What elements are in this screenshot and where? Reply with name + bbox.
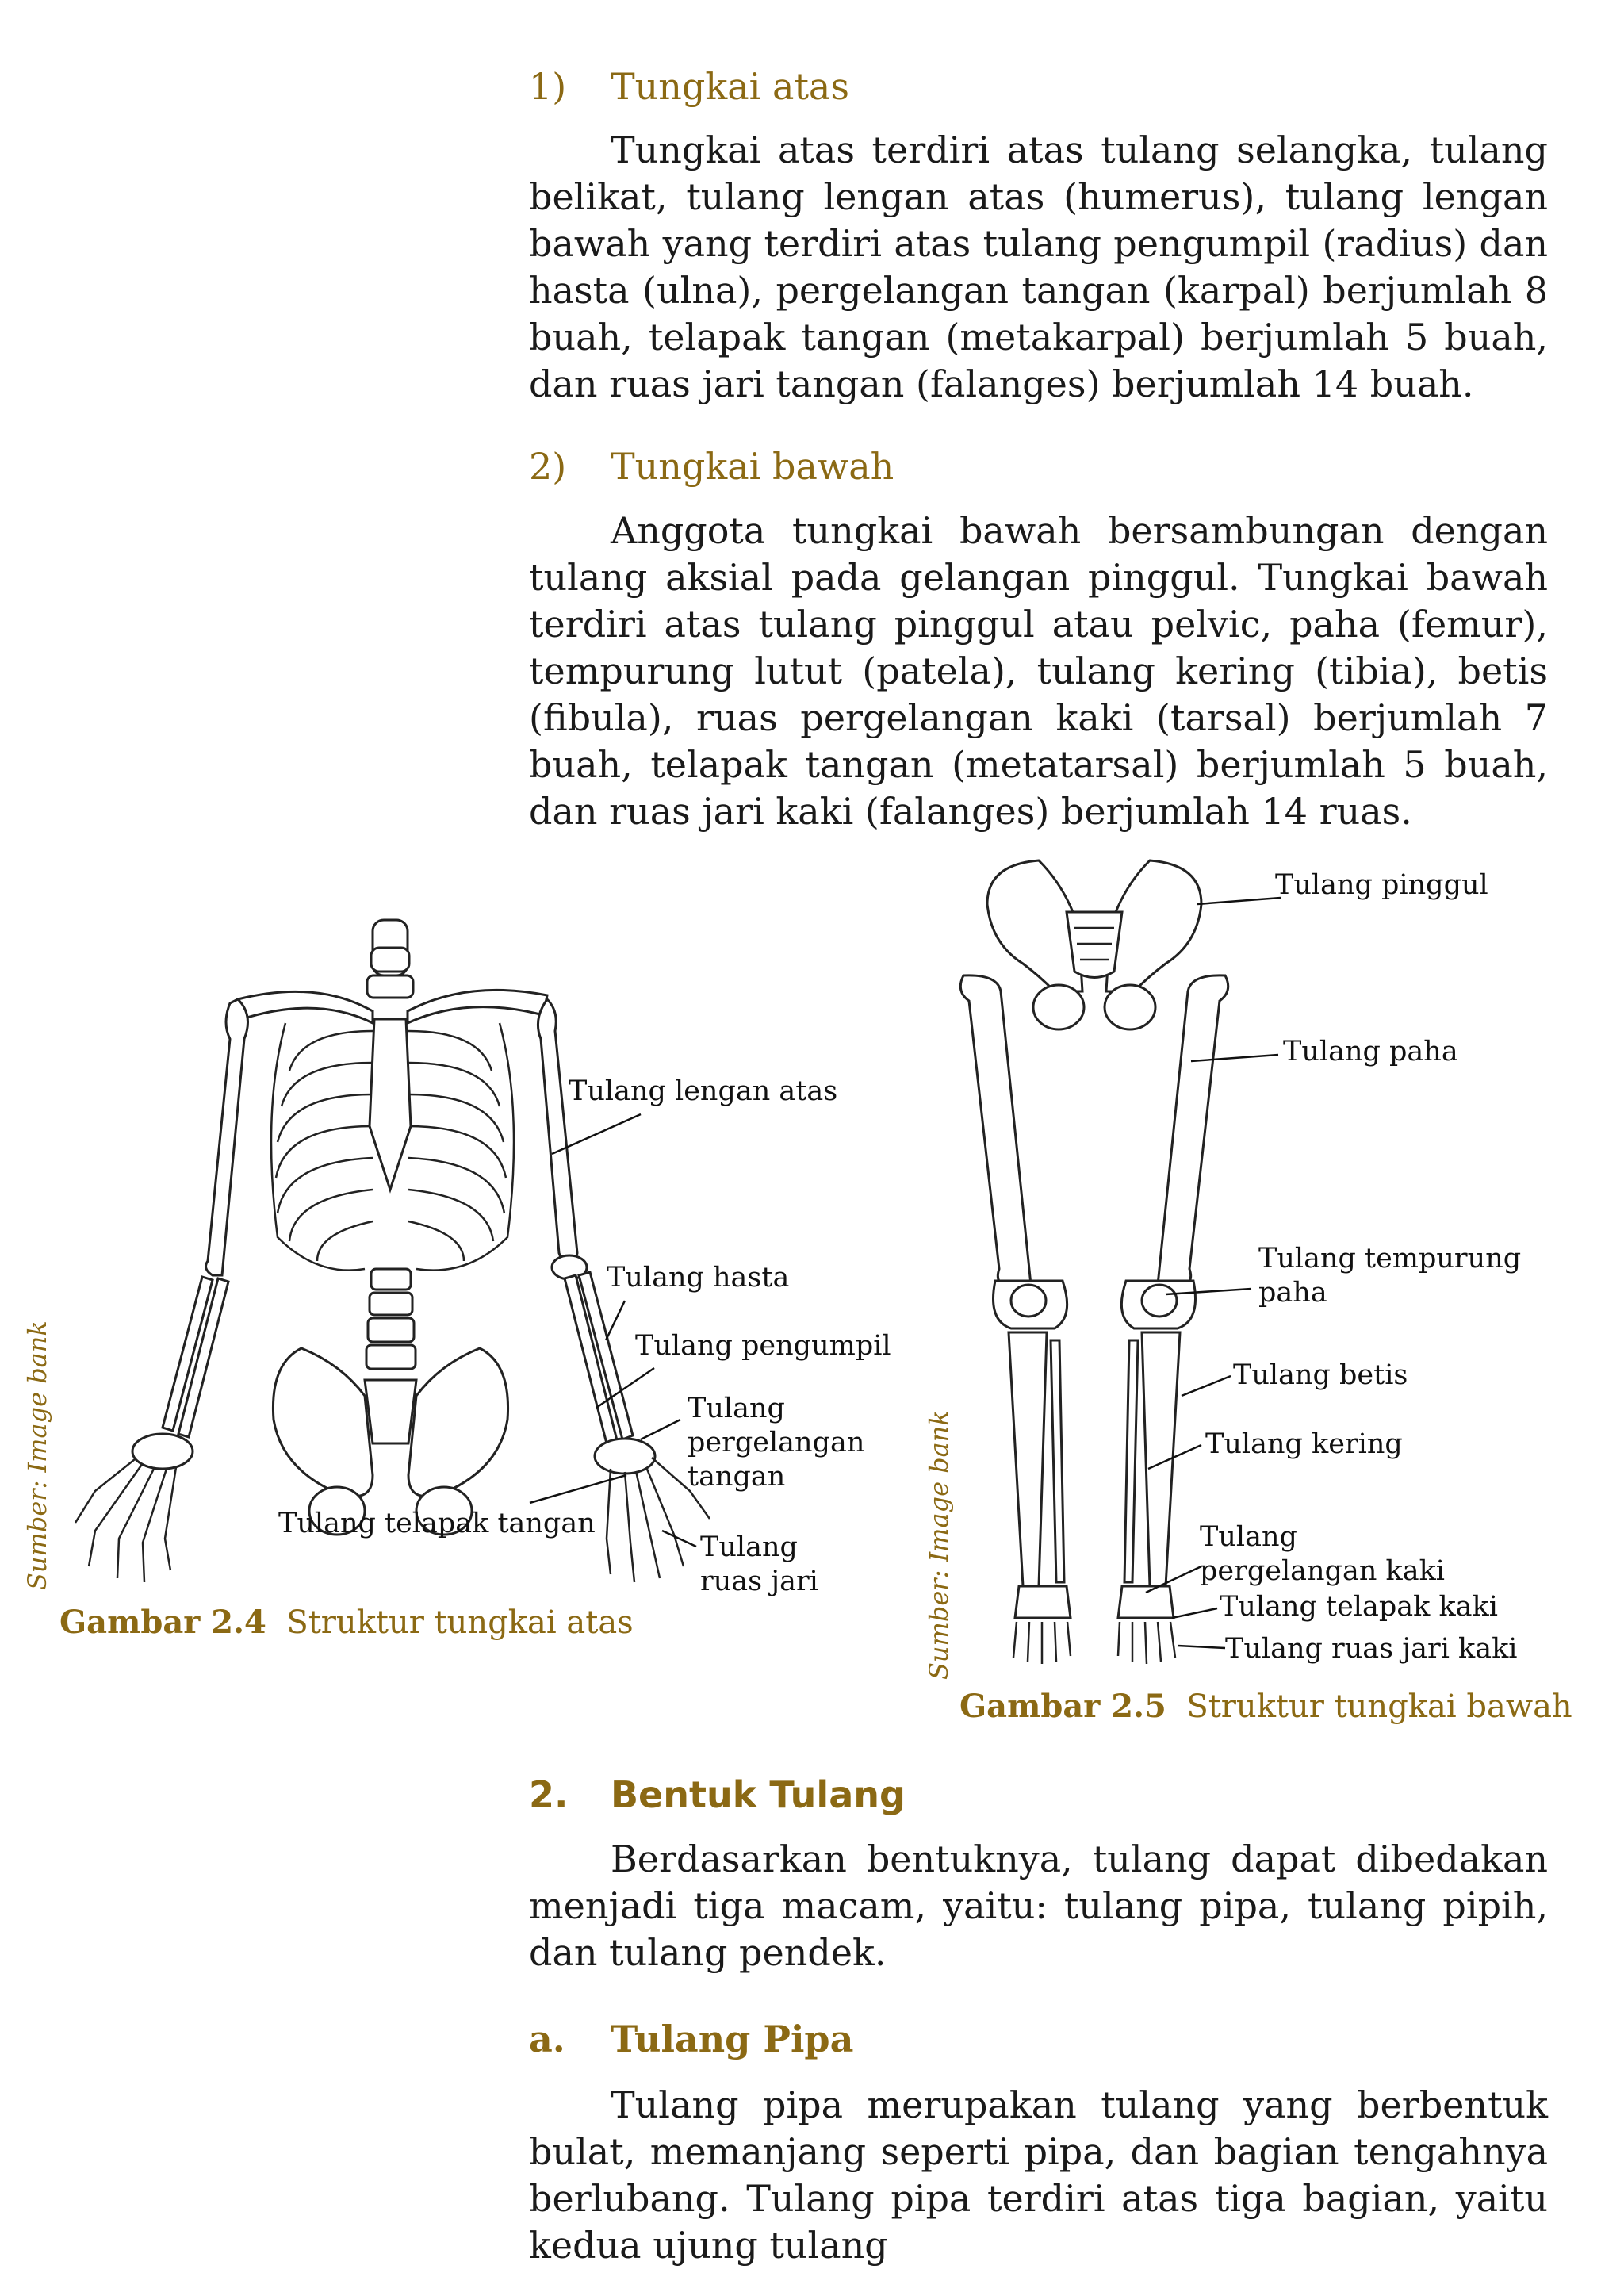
label-tarsal-line1: Tulang xyxy=(1200,1521,1297,1553)
label-carpal-line3: tangan xyxy=(688,1461,786,1493)
label-radius: Tulang pengumpil xyxy=(635,1330,891,1362)
figure1-source-name: Image bank xyxy=(22,1320,52,1473)
label-fibula: Tulang betis xyxy=(1233,1359,1408,1391)
pelvis-illustration xyxy=(987,860,1201,1029)
section-bentuk-paragraph: Berdasarkan bentuknya, tulang dapat dibedakan menjadi tiga macam, yaitu: tulang pipa, tulang pipih, dan tulang pendek. xyxy=(529,1838,1548,1974)
label-phalanx-line2: ruas jari xyxy=(700,1566,818,1597)
section-pipa-number: a. xyxy=(529,2018,565,2060)
label-phalanx-line1: Tulang xyxy=(700,1531,798,1563)
section-bentuk-title: Bentuk Tulang xyxy=(611,1773,906,1816)
section2-title: Tungkai bawah xyxy=(611,445,894,488)
label-humerus: Tulang lengan atas xyxy=(569,1075,838,1107)
label-patella-line1: Tulang tempurung xyxy=(1258,1243,1522,1274)
section-pipa-paragraph: Tulang pipa merupakan tulang yang berbentuk bulat, memanjang seperti pipa, dan bagian tengahnya berlubang. Tulang pipa terdiri atas tiga bagian, yaitu kedua ujung tulang xyxy=(529,2083,1548,2267)
label-phalanx-foot: Tulang ruas jari kaki xyxy=(1225,1633,1518,1665)
label-metacarpal: Tulang telapak tangan xyxy=(278,1508,596,1539)
figure2-caption-text: Struktur tungkai bawah xyxy=(1186,1688,1572,1725)
section1-number: 1) xyxy=(529,65,567,108)
label-metatarsal: Tulang telapak kaki xyxy=(1220,1591,1498,1623)
section2-number: 2) xyxy=(529,445,567,488)
figure1-caption-number: Gambar 2.4 xyxy=(59,1604,266,1641)
label-carpal-line1: Tulang xyxy=(688,1393,785,1424)
lower-leg-illustration xyxy=(1009,1332,1180,1586)
label-tarsal-line2: pergelangan kaki xyxy=(1200,1555,1445,1587)
label-tibia: Tulang kering xyxy=(1205,1428,1403,1460)
section2-paragraph: Anggota tungkai bawah bersambungan dengan tulang aksial pada gelangan pinggul. Tungkai bawah terdiri atas tulang pinggul atau pelvic, paha (femur), tempurung lutut (patela), tulang kering (tibia), betis (fibula), ruas pergelangan kaki (tarsal) berjumlah 7 buah, telapak tangan (metatarsal) berjumlah 5 buah, dan ruas jari kaki (falanges) berjumlah 14 ruas. xyxy=(529,509,1548,833)
section1-title: Tungkai atas xyxy=(611,65,849,108)
section1-paragraph: Tungkai atas terdiri atas tulang selangka, tulang belikat, tulang lengan atas (humerus), tulang lengan bawah yang terdiri atas tulang pengumpil (radius) dan hasta (ulna), pergelangan tangan (karpal) berjumlah 8 buah, telapak tangan (metakarpal) berjumlah 5 buah, dan ruas jari tangan (falanges) berjumlah 14 buah. xyxy=(529,128,1548,405)
section-pipa-title: Tulang Pipa xyxy=(611,2018,854,2060)
figure1-caption-text: Struktur tungkai atas xyxy=(286,1604,634,1641)
figure2-caption-number: Gambar 2.5 xyxy=(959,1688,1166,1725)
figure2-source-name: Image bank xyxy=(924,1410,954,1562)
label-pelvis: Tulang pinggul xyxy=(1275,869,1488,901)
label-ulna: Tulang hasta xyxy=(607,1262,790,1294)
section-bentuk-number: 2. xyxy=(529,1773,569,1816)
label-patella-line2: paha xyxy=(1258,1277,1327,1309)
feet-illustration xyxy=(1013,1586,1175,1664)
knee-illustration xyxy=(994,1281,1196,1328)
label-femur: Tulang paha xyxy=(1283,1036,1458,1067)
figure2-source-prefix: Sumber: xyxy=(924,1570,954,1680)
femur-right-illustration xyxy=(1158,975,1228,1285)
femur-left-illustration xyxy=(960,975,1031,1285)
figure1-source-prefix: Sumber: xyxy=(22,1480,52,1590)
label-carpal-line2: pergelangan xyxy=(688,1427,865,1458)
figure2-caption xyxy=(959,1688,1572,1725)
